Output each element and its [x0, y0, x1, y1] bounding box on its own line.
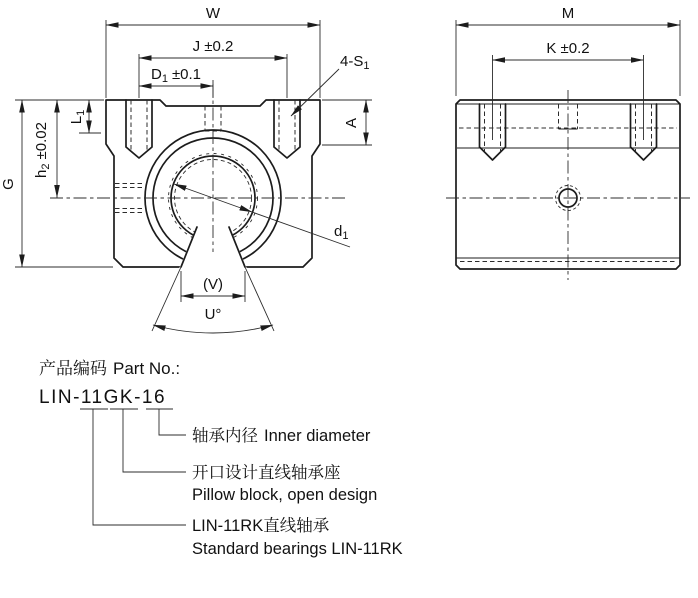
part-no-heading: 产品编码 Part No.:	[39, 359, 181, 378]
dim-label-4-S1: $4-S_1$	[340, 53, 370, 72]
side-view	[446, 5, 690, 280]
dim-label-G: G	[0, 178, 17, 190]
dim-label-K: K ±0.2	[546, 40, 590, 57]
dim-label-M: M	[561, 5, 575, 22]
dim-label-V: (V)	[203, 276, 223, 293]
dim-label-U: U°	[204, 306, 222, 323]
dim-label-h2: $h_2\pm 0.02$	[33, 122, 52, 178]
front-tapped-hole-right	[274, 100, 300, 158]
dim-label-D1: $D_1 \pm 0.1$	[150, 66, 202, 85]
dim-label-d1: $d_1$	[334, 223, 349, 242]
part-number: LIN-11GK-16	[39, 387, 167, 408]
callout-leader-open-design	[123, 409, 186, 472]
part-number-block	[39, 359, 403, 558]
dim-label-A: A	[343, 117, 360, 129]
front-tapped-hole-left	[126, 100, 152, 158]
callout-open-design-en: Pillow block, open design	[192, 486, 378, 504]
dim-label-W: W	[205, 5, 221, 22]
callout-series-cn: LIN-11RK直线轴承	[192, 517, 330, 535]
callout-open-design-cn: 开口设计直线轴承座	[192, 464, 341, 482]
front-view	[0, 5, 372, 333]
callout-leader-series	[93, 409, 186, 525]
front-dimensions	[0, 5, 372, 333]
callout-series-en: Standard bearings LIN-11RK	[192, 540, 403, 558]
callout-inner-diameter: 轴承内径 Inner diameter	[192, 427, 371, 445]
dim-label-L1: $L_1$	[68, 109, 87, 125]
callout-leader-inner-diameter	[159, 409, 186, 435]
dim-label-J: J ±0.2	[192, 38, 234, 55]
